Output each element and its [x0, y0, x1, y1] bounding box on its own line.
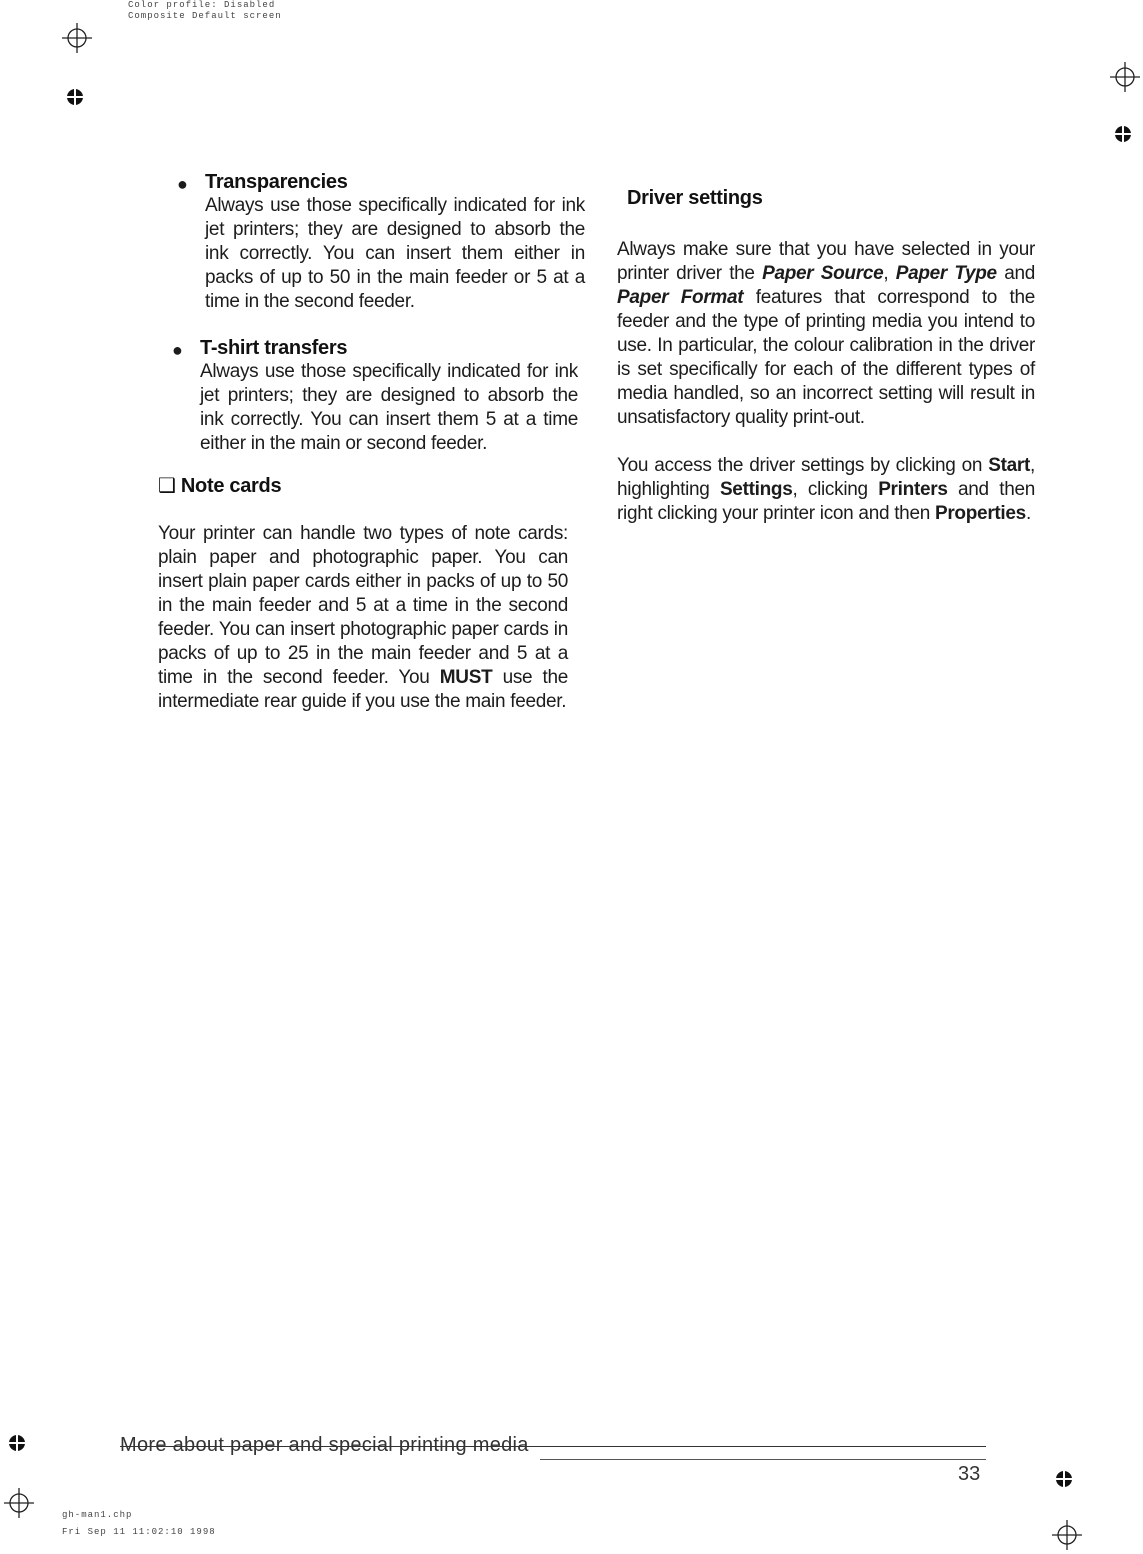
driver-settings-para-1 — [617, 238, 1035, 430]
para1-text-1: Always make sure that you have selected in your printer driver the — [617, 239, 1035, 284]
note-cards-body-2: use the intermediate rear guide if you use the main feeder. — [158, 667, 568, 712]
registration-dot-icon — [1114, 125, 1132, 143]
slug-line-2: Composite Default screen — [128, 11, 282, 21]
transparencies-heading: Transparencies — [205, 171, 348, 193]
para2-text-4: and then right clicking your printer icon and then — [617, 479, 1035, 524]
para2-text-1: You access the driver settings by clicking on — [617, 455, 989, 476]
registration-crosshair-icon — [1110, 62, 1140, 92]
registration-dot-icon — [1055, 1470, 1073, 1488]
para2-text-3: , clicking — [792, 479, 879, 500]
start-term: Start — [988, 455, 1031, 476]
note-cards-body-1: Your printer can handle two types of note cards: plain paper and photographic paper. You can insert plain paper cards either in packs of up to 50 in the main feeder and 5 at a time in the second feeder. You can insert photographic paper cards in packs of up to 25 in the main feeder and 5 at a time in the second feeder. You — [158, 523, 568, 688]
page-number: 33 — [958, 1463, 981, 1485]
para1-text-4: features that correspond to the feeder and the type of printing media you intend to use. In particular, the colour calibration in the driver is set specifically for each of the different types of media handled, so an incorrect setting will result in unsatisfactory quality print-out. — [617, 287, 1035, 428]
paper-format-term: Paper Format — [617, 287, 744, 308]
tshirt-heading: T-shirt transfers — [200, 337, 348, 359]
slug-top — [128, 0, 282, 22]
tshirt-body: Always use those specifically indicated for ink jet printers; they are designed to absorb the ink correctly. You can insert them 5 at a time either in the main or second feeder. — [200, 361, 578, 454]
checkbox-icon: ❑ — [158, 475, 176, 497]
properties-term: Properties — [934, 503, 1026, 524]
bullet-icon: ● — [177, 174, 188, 194]
para1-text-2: , — [883, 263, 896, 284]
registration-crosshair-icon — [4, 1488, 34, 1518]
note-cards-section — [158, 474, 568, 714]
driver-settings-para-2 — [617, 454, 1035, 526]
bullet-icon: ● — [172, 340, 183, 360]
note-cards-body — [158, 522, 568, 714]
note-cards-title: Note cards — [180, 475, 282, 497]
driver-settings-heading: Driver settings — [627, 187, 763, 209]
tshirt-section — [172, 336, 578, 456]
slug-bottom — [62, 1510, 216, 1538]
transparencies-section — [177, 170, 585, 314]
slug-file: gh-man1.chp — [62, 1510, 133, 1520]
para2-text-2: , highlighting — [617, 455, 1035, 500]
footer-section-title: More about paper and special printing media — [120, 1434, 529, 1456]
printers-term: Printers — [878, 479, 948, 500]
registration-dot-icon — [8, 1434, 26, 1452]
settings-term: Settings — [719, 479, 793, 500]
transparencies-body: Always use those specifically indicated for ink jet printers; they are designed to absorb the ink correctly. You can insert them either in packs of up to 50 in the main feeder or 5 at a time in the second feeder. — [205, 195, 585, 312]
para2-text-5: . — [1025, 503, 1031, 524]
paper-source-term: Paper Source — [762, 263, 884, 284]
registration-crosshair-icon — [1052, 1520, 1082, 1550]
slug-date: Fri Sep 11 11:02:10 1998 — [62, 1527, 216, 1537]
footer-rule-secondary — [540, 1459, 986, 1460]
slug-line-1: Color profile: Disabled — [128, 0, 276, 10]
para1-text-3: and — [996, 263, 1036, 284]
driver-settings-section — [617, 186, 1035, 526]
paper-type-term: Paper Type — [895, 263, 997, 284]
note-cards-heading — [158, 474, 568, 498]
registration-crosshair-icon — [62, 23, 92, 53]
must-emphasis: MUST — [439, 667, 493, 688]
registration-dot-icon — [66, 88, 84, 106]
